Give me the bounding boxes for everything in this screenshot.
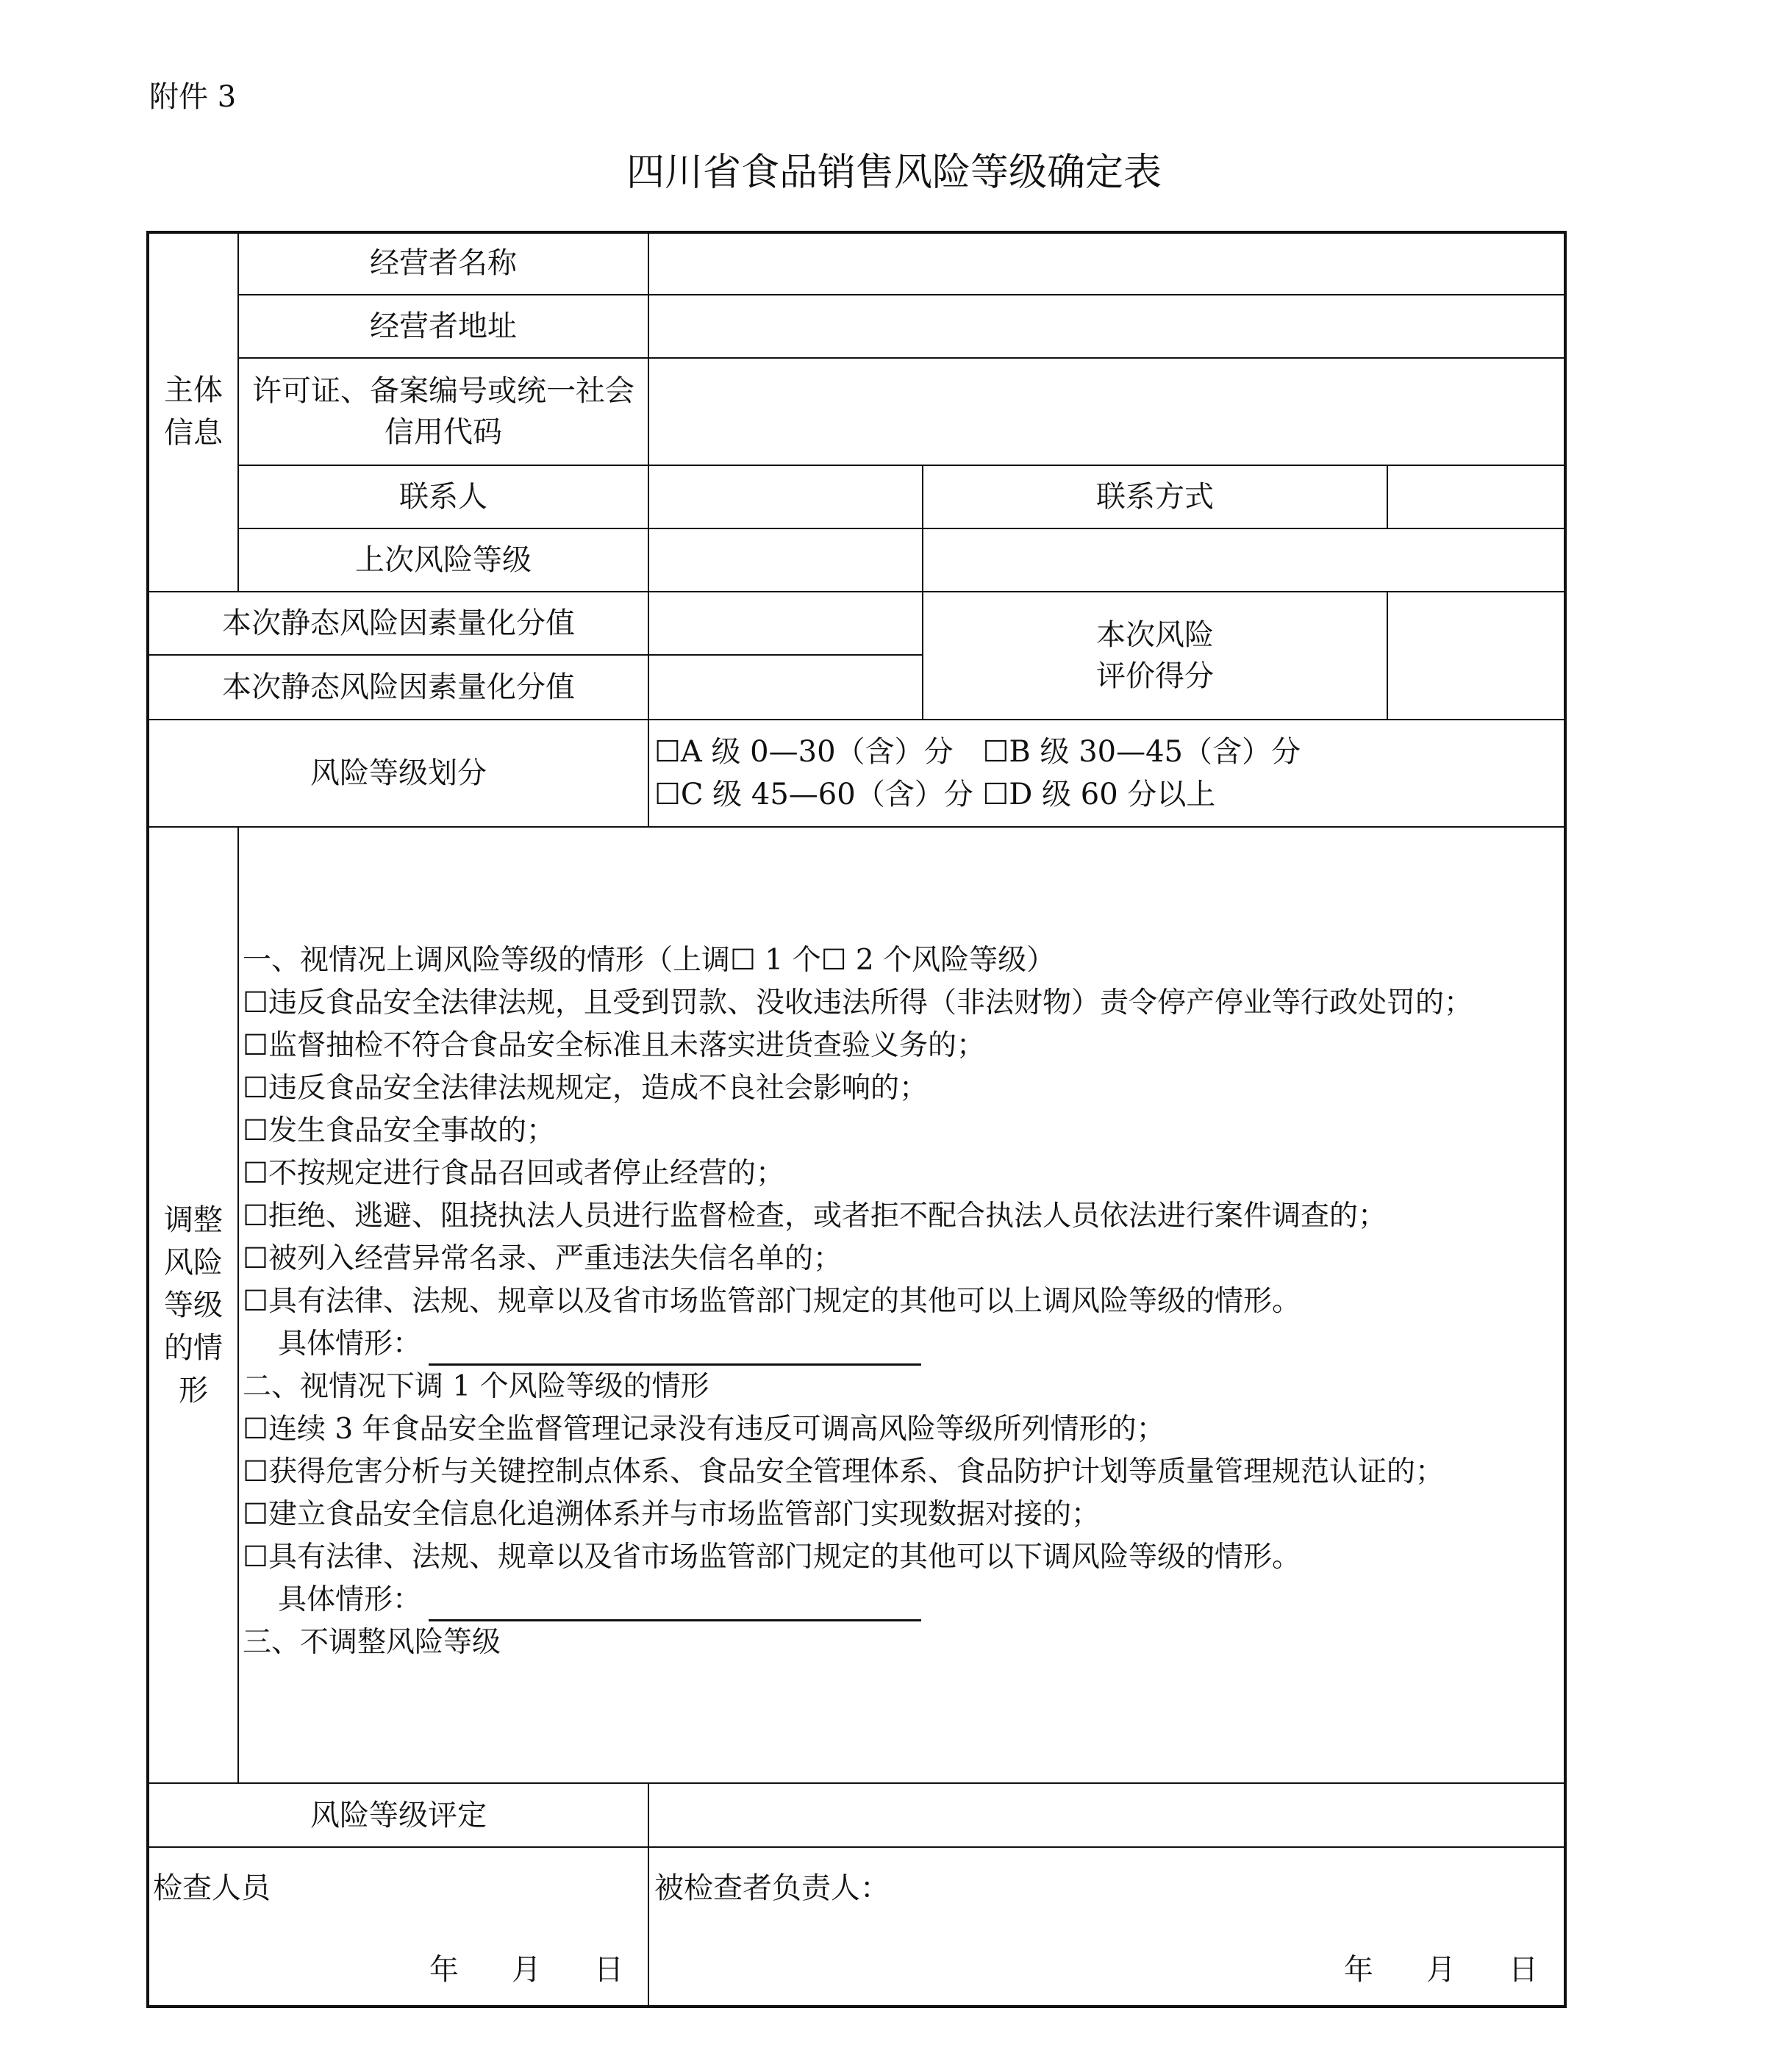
inspected-party-label: 被检查者负责人： [654, 1871, 890, 1905]
last-risk-level-field[interactable] [649, 529, 1565, 591]
downgrade-item[interactable]: ☐获得危害分析与关键控制点体系、食品安全管理体系、食品防护计划等质量管理规范认证的； [243, 1455, 1444, 1488]
month-label: 月 [1426, 1953, 1456, 1987]
day-label: 日 [1509, 1953, 1538, 1987]
evaluation-score-label: 本次风险 评价得分 [1096, 618, 1214, 693]
form-title: 四川省食品销售风险等级确定表 [626, 151, 1162, 195]
risk-rating-field[interactable] [649, 1784, 1565, 1846]
day-label: 日 [594, 1953, 623, 1987]
static-score-label-1: 本次静态风险因素量化分值 [222, 606, 575, 640]
month-label: 月 [512, 1953, 541, 1987]
upgrade-item[interactable]: ☐监督抽检不符合食品安全标准且未落实进货查验义务的； [243, 1029, 985, 1062]
inspected-party-date[interactable] [1344, 1946, 1538, 1988]
downgrade-item[interactable]: ☐具有法律、法规、规章以及省市场监管部门规定的其他可以下调风险等级的情形。 [243, 1541, 1301, 1574]
risk-rating-label: 风险等级评定 [310, 1798, 487, 1832]
operator-name-label: 经营者名称 [370, 246, 517, 280]
static-score-field-1[interactable] [649, 592, 922, 654]
adjustment-conditions [243, 939, 1473, 1664]
upgrade-item[interactable]: ☐不按规定进行食品召回或者停止经营的； [243, 1157, 784, 1190]
operator-name-field[interactable] [649, 232, 1565, 294]
adjust-risk-label: 调整 风险 等级 的情 形 [164, 1202, 223, 1408]
static-score-label-2: 本次静态风险因素量化分值 [222, 670, 575, 704]
upgrade-heading: 一、视情况上调风险等级的情形（上调☐ 1 个☐ 2 个风险等级） [243, 944, 1056, 977]
year-label: 年 [429, 1953, 459, 1987]
upgrade-specific-field[interactable] [429, 1334, 921, 1366]
upgrade-item[interactable]: ☐违反食品安全法律法规，且受到罚款、没收违法所得（非法财物）责令停产停业等行政处罚的； [243, 986, 1473, 1019]
contact-method-label: 联系方式 [1096, 480, 1214, 514]
no-adjust-heading: 三、不调整风险等级 [243, 1626, 501, 1659]
risk-level-options-line-1[interactable]: ☐A 级 0—30（含）分 ☐B 级 30—45（含）分 [654, 735, 1301, 769]
attachment-number: 附件 3 [149, 80, 237, 114]
inspector-label: 检查人员 [153, 1871, 271, 1905]
license-number-field[interactable] [649, 359, 1565, 465]
risk-level-classification-label: 风险等级划分 [310, 756, 487, 790]
contact-person-label: 联系人 [399, 480, 487, 514]
downgrade-specific-label: 具体情形： [278, 1583, 422, 1616]
downgrade-heading: 二、视情况下调 1 个风险等级的情形 [243, 1370, 709, 1403]
operator-address-field[interactable] [649, 295, 1565, 357]
contact-method-field[interactable] [1388, 466, 1565, 528]
upgrade-specific-row [243, 1323, 1473, 1366]
risk-level-options [654, 720, 1563, 826]
downgrade-specific-row [243, 1579, 1473, 1621]
upgrade-item[interactable]: ☐被列入经营异常名录、严重违法失信名单的； [243, 1242, 842, 1275]
upgrade-item[interactable]: ☐违反食品安全法律法规规定，造成不良社会影响的； [243, 1072, 928, 1105]
last-risk-level-label: 上次风险等级 [355, 543, 532, 577]
upgrade-specific-label: 具体情形： [278, 1327, 422, 1361]
static-score-field-2[interactable] [649, 656, 922, 719]
operator-address-label: 经营者地址 [370, 309, 517, 343]
license-number-label: 许可证、备案编号或统一社会 信用代码 [252, 374, 634, 449]
evaluation-score-field[interactable] [1388, 592, 1565, 719]
downgrade-item[interactable]: ☐建立食品安全信息化追溯体系并与市场监管部门实现数据对接的； [243, 1498, 1100, 1531]
risk-level-options-line-2[interactable]: ☐C 级 45—60（含）分 ☐D 级 60 分以上 [654, 778, 1216, 811]
downgrade-specific-field[interactable] [429, 1590, 921, 1621]
year-label: 年 [1344, 1953, 1373, 1987]
upgrade-item[interactable]: ☐具有法律、法规、规章以及省市场监管部门规定的其他可以上调风险等级的情形。 [243, 1285, 1301, 1318]
subject-info-label: 主体 信息 [164, 373, 223, 450]
contact-person-field[interactable] [649, 466, 922, 528]
downgrade-item[interactable]: ☐连续 3 年食品安全监督管理记录没有违反可调高风险等级所列情形的； [243, 1413, 1165, 1446]
upgrade-item[interactable]: ☐发生食品安全事故的； [243, 1114, 555, 1147]
upgrade-item[interactable]: ☐拒绝、逃避、阻挠执法人员进行监督检查，或者拒不配合执法人员依法进行案件调查的； [243, 1200, 1387, 1233]
inspector-date[interactable] [429, 1946, 623, 1988]
